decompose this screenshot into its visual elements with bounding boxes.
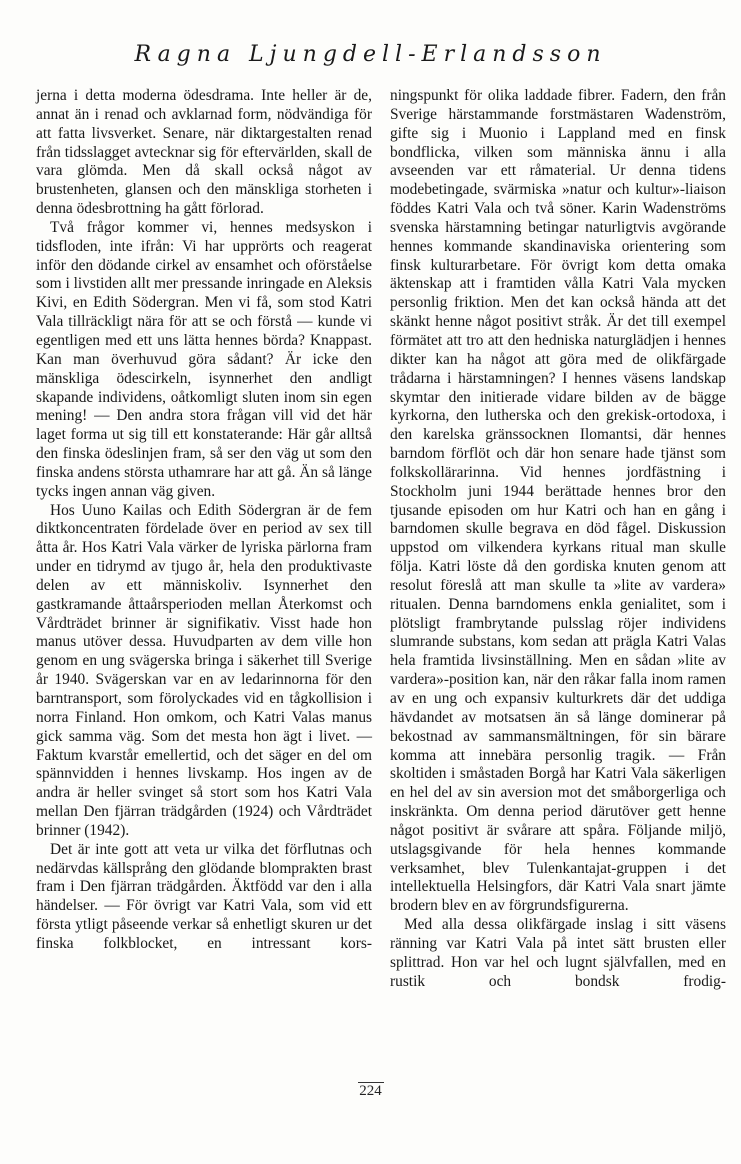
paragraph: Med alla dessa olikfärgade inslag i sitt väsens ränning var Katri Vala på intet sätt brusten eller splittrad. Hon var hel och lugnt självfallen, med en rustik och bondsk frodig- — [390, 916, 726, 990]
paragraph: Hos Uuno Kailas och Edith Södergran är de fem diktkoncentraten fördelade över en period av sex till åtta år. Hos Katri Vala värker de lyriska pärlorna fram under en tidrymd av tjugo år, hela den produktivaste delen av ett människoliv. Isynnerhet den gastkramande åttaårsperioden mellan Återkomst och Vårdträdet brinner är signifikativ. Visst hade hon manus utöver dessa. Huvudparten av dem ville hon genom en ung svägerska bringa i säkerhet till Sverige år 1940. Svägerskan var en av ledarinnorna för den barntransport, som förolyckades vid en tågkollision i norra Finland. Hon omkom, och Katri Valas manus gick samma väg. Som det mesta hon ägt i livet. — Faktum kvarstår emellertid, och det säger en del om spännvidden i hennes livskamp. Hos ingen av de andra är heller svinget så stort som hos Katri Vala mellan Den fjärran trädgården (1924) och Vårdträdet brinner (1942). — [36, 501, 372, 839]
left-column — [36, 87, 372, 954]
paragraph: jerna i detta moderna ödesdrama. Inte heller är de, annat än i renad och avklarnad form, nödvändiga för att fatta livsverket. Senare, när diktargestalten renad från tidsslagget avtecknar sig för eftervärlden, skall de vara glömda. Men då skall också något av brustenheten, glansen och den mänskliga storheten i denna ödesbrottning ha gått förlorad. — [36, 87, 372, 218]
paragraph: ningspunkt för olika laddade fibrer. Fadern, den från Sverige härstammande forstmästaren Wadenström, gifte sig i Muonio i Lappland med en finsk bondflicka, vilken som människa ännu i alla avseenden var ett råmaterial. Ur denna tidens modebetingade, svärmiska »natur och kultur»-liaison föddes Katri Vala och två söner. Karin Wadenströms svenska härstamning betingar naturligtvis avgörande hennes kommande skandinaviska orientering som finsk kulturarbetare. För övrigt kom detta omaka äktenskap att i framtiden vålla Katri Vala mycken personlig friktion. Men det kan också hända att det skänkt henne något positivt stråk. Är det till exempel förmätet att tro att den hedniska naturglädjen i hennes dikter kan ha något att göra med de olikfärgade trådarna i härstamningen? I hennes väsens landskap skymtar den initierade vidare bilden av de bägge kyrkorna, den lutherska och den grekisk-ortodoxa, i den karelska gränssocknen Ilomantsi, där hennes barndom förflöt och där hon senare hade tjänst som folkskollärarinna. Vid hennes jordfästning i Stockholm juni 1944 berättade hennes bror den tjusande episoden om hur Katri och han en gång i barndomen skulle begrava en död fågel. Diskussion uppstod om vilkendera kyrkans ritual man skulle följa. Katri löste då den gordiska knuten genom att resolut föreslå att man skulle ta »lite av vardera» ritualen. Denna barndomens enkla genialitet, som i plötsligt frambrytande pulsslag röjer individens slumrande substans, kom sedan att prägla Katri Valas hela framtida livsinställning. Men en sådan »lite av vardera»-position kan, när den råkar falla inom ramen av en ung och expansiv kulturkrets där det uddiga hävdandet av motsatsen än så länge dominerar på bekostnad av sammansmältningen, för sin bärare komma att innebära personlig tragik. — Från skoltiden i småstaden Borgå har Katri Vala säkerligen en hel del av sin aversion mot det småborgerliga och inskränkta. Om denna period därutöver gett henne något positivt är svårare att spåra. Följande miljö, utslagsgivande för hela hennes kommande verksamhet, blev Tulenkantajat-gruppen i det intellektuella Helsingfors, där Katri Vala snart jämte brodern blev en av förgrundsfigurerna. — [390, 87, 726, 915]
right-column — [390, 87, 726, 992]
page-number: 224 — [359, 1083, 382, 1099]
paragraph: Två frågor kommer vi, hennes medsyskon i tidsfloden, inte ifrån: Vi har upprörts och reagerat inför den dödande cirkel av ensamhet och oförståelse som i livstiden allt mer pressande inringade en Aleksis Kivi, en Edith Södergran. Men vi få, som stod Katri Vala tillräckligt nära för att se och förstå — kunde vi egentligen med ett uns lätta hennes börda? Knappast. Kan man överhuvud göra sådant? Är icke den mänskliga ödescirkeln, isynnerhet den andligt skapande individens, oåtkomligt sluten inom sin egen mening! — Den andra stora frågan vill vid det här laget forma ut sig till ett konstaterande: Här går alltså den finska ödeslinjen fram, så ser den väg ut som den finska andens största uthamrare har att gå. Än så länge tycks ingen annan väg given. — [36, 218, 372, 500]
running-header: Ragna Ljungdell-Erlandsson — [134, 42, 607, 67]
paragraph: Det är inte gott att veta ur vilka det förflutnas och nedärvdas källsprång den glödande blomprakten brast fram i Den fjärran trädgården. Äktfödd var den i alla händelser. — För övrigt var Katri Vala, som vid ett första ytligt påseende verkar så enhetligt skuren ur det finska folkblocket, en intressant kors- — [36, 840, 372, 952]
